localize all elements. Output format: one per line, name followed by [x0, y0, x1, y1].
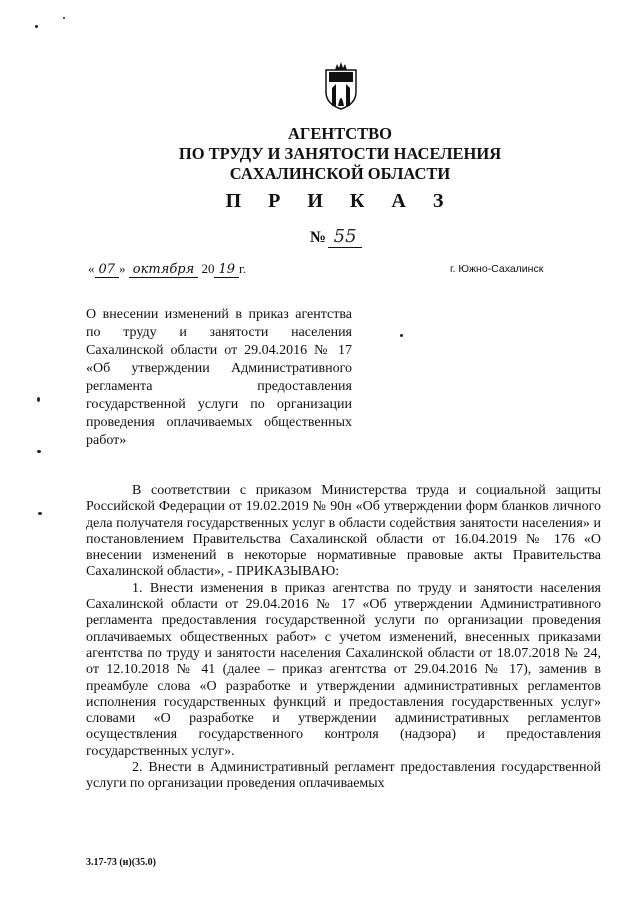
footer-code: 3.17-73 (н)(35.0) [86, 857, 156, 868]
number-label: № [310, 229, 327, 246]
date-year-suffix: 19 [214, 262, 239, 278]
scan-speck [38, 512, 42, 515]
sakhalin-coat-of-arms-icon [322, 62, 360, 110]
document-type-title: П Р И К А З [225, 190, 455, 212]
scan-speck [63, 17, 65, 19]
city-name: г. Южно-Сахалинск [450, 263, 544, 275]
date-year-prefix: 20 [201, 261, 215, 276]
date-close-quote: » [119, 261, 126, 276]
number-value: 55 [328, 226, 362, 248]
order-body [86, 483, 601, 793]
agency-line-3: САХАЛИНСКОЙ ОБЛАСТИ [229, 164, 451, 183]
scan-speck [35, 25, 38, 28]
scan-speck [37, 450, 41, 453]
agency-heading [140, 124, 540, 184]
scan-speck [400, 334, 403, 337]
date-open-quote: « [88, 261, 95, 276]
order-number [310, 226, 362, 248]
date-month: октября [129, 262, 198, 278]
order-date [88, 261, 246, 277]
agency-line-2: ПО ТРУДУ И ЗАНЯТОСТИ НАСЕЛЕНИЯ [178, 144, 502, 163]
scan-speck [37, 397, 40, 402]
body-item-1: 1. Внести изменения в приказ агентства по труду и занятости населения Сахалинской области от 29.04.2016 № 17 «Об утверждении Административного регламента предоставления государственной услуги по организации проведения оплачиваемых общественных работ» с учетом изменений, внесенных приказами агентства по труду и занятости населения Сахалинской области от 18.07.2018 № 24, от 12.10.2018 № 41 (далее – приказ агентства от 29.04.2016 № 17), заменив в преамбуле слова «О разработке и утверждении административных регламентов исполнения государственных функций и предоставления государственных услуг» словами «О разработке и утверждении административных регламентов осуществления государственного контроля (надзора) и предоставления государственных услуг». [86, 580, 601, 759]
date-day: 07 [95, 262, 120, 278]
date-year-mark: г. [238, 261, 247, 276]
order-subject: О внесении изменений в приказ агентства по труду и занятости населения Сахалинской области от 29.04.2016 № 17 «Об утверждении Административного регламента предоставления государственной услуги по организации проведения оплачиваемых общественных работ» [86, 307, 352, 448]
agency-line-1: АГЕНТСТВО [287, 124, 393, 143]
body-preamble: В соответствии с приказом Министерства труда и социальной защиты Российской Федерации от 19.02.2019 № 90н «Об утверждении форм бланков личного дела получателя государственных услуг в области содействия занятости населения» и постановлением Правительства Сахалинской области от 16.04.2019 № 176 «О внесении изменений в некоторые нормативные правовые акты Правительства Сахалинской области», - ПРИКАЗЫВАЮ: [86, 483, 601, 580]
body-item-2: 2. Внести в Административный регламент предоставления государственной услуги по организации проведения оплачиваемых [86, 760, 601, 792]
